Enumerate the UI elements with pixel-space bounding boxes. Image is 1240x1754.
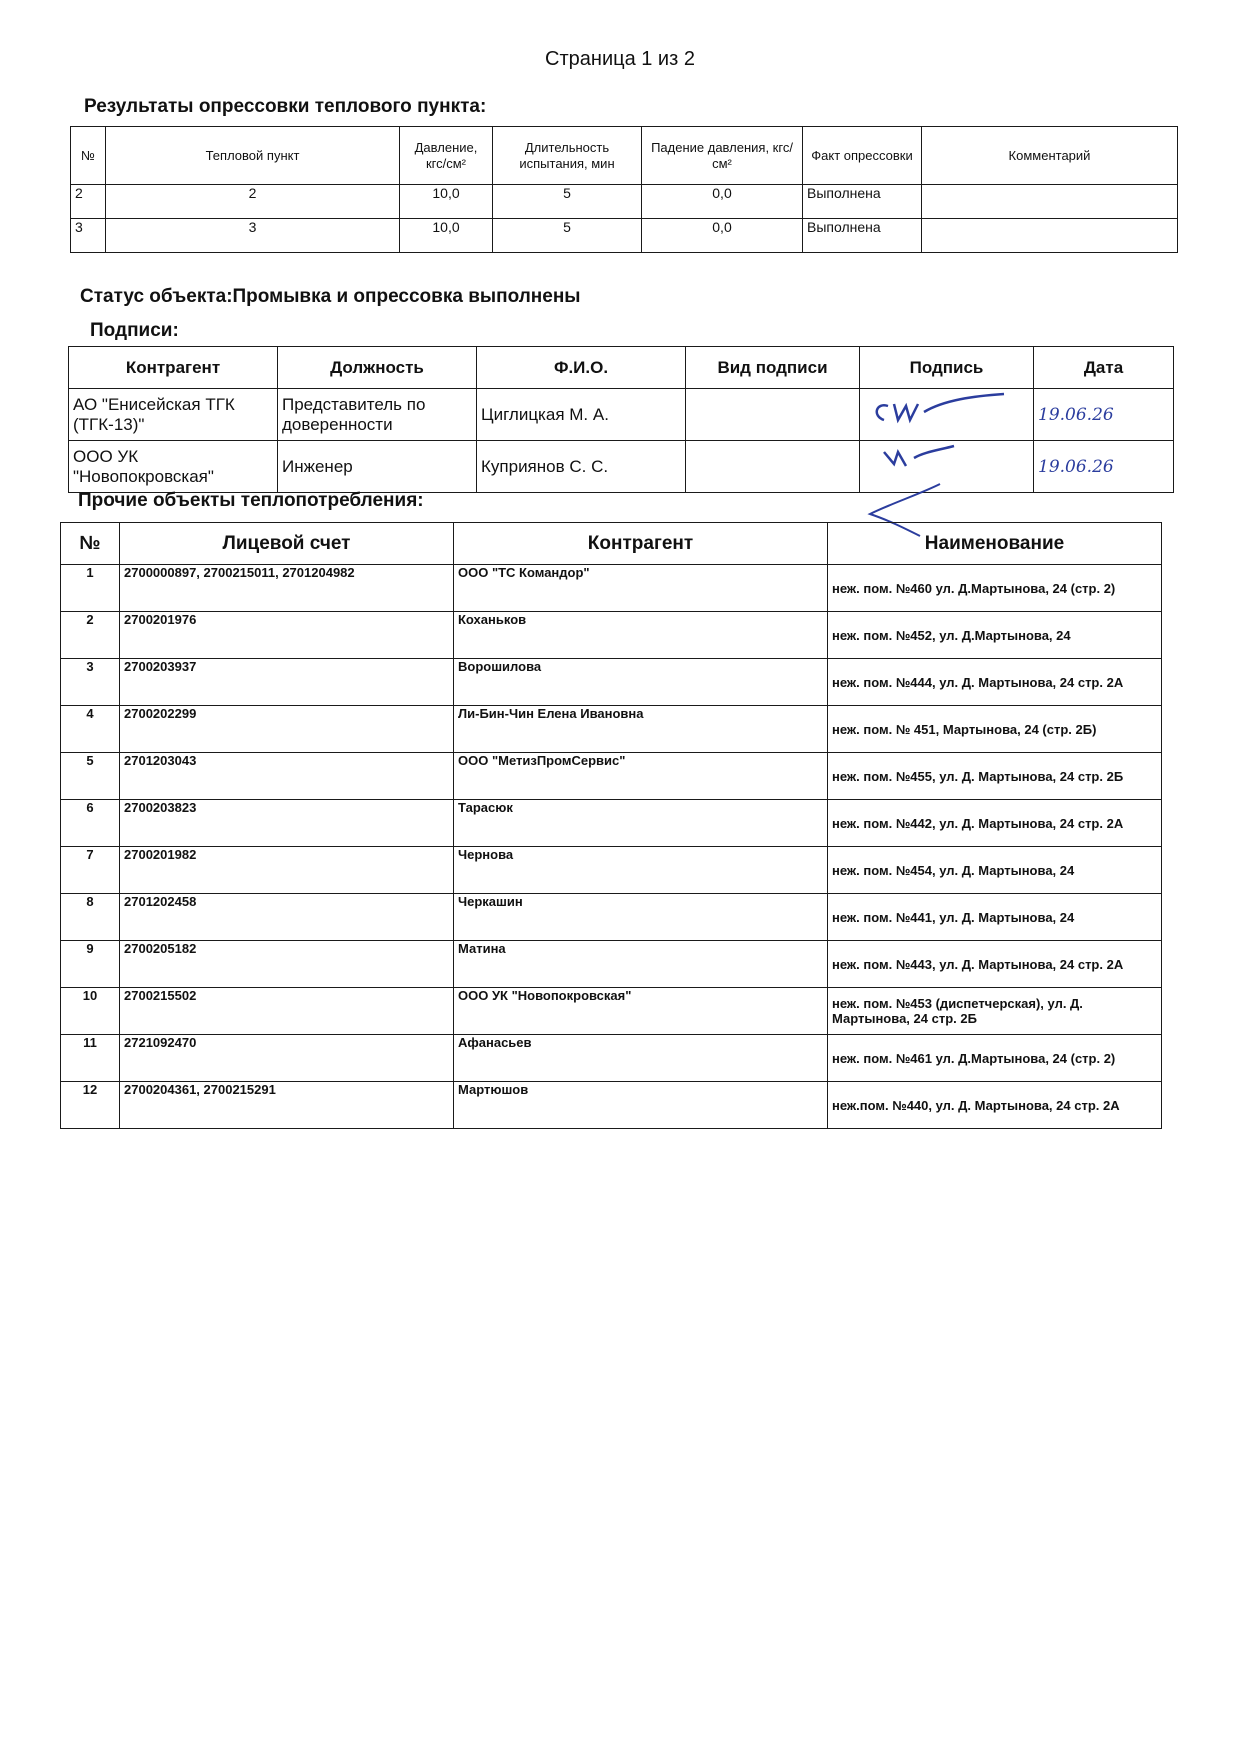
cell: 1	[61, 565, 120, 612]
cell: Коханьков	[454, 612, 828, 659]
cell: Афанасьев	[454, 1035, 828, 1082]
cell: 0,0	[642, 219, 803, 253]
cell: 2700201976	[120, 612, 454, 659]
cell: 4	[61, 706, 120, 753]
table-row	[61, 1082, 1162, 1129]
cell: неж. пом. №444, ул. Д. Мартынова, 24 стр. 2А	[828, 659, 1162, 706]
cell: неж. пом. №460 ул. Д.Мартынова, 24 (стр. 2)	[828, 565, 1162, 612]
page-number: Страница 1 из 2	[545, 48, 695, 70]
cell: АО "Енисейская ТГК (ТГК-13)"	[69, 389, 278, 441]
cell: 2	[61, 612, 120, 659]
col-header: Ф.И.О.	[477, 347, 686, 389]
cell: Ворошилова	[454, 659, 828, 706]
cell: 9	[61, 941, 120, 988]
cell: 2700202299	[120, 706, 454, 753]
cell: неж. пом. №461 ул. Д.Мартынова, 24 (стр. 2)	[828, 1035, 1162, 1082]
consumers-title: Прочие объекты теплопотребления:	[78, 490, 424, 511]
cell: 3	[106, 219, 400, 253]
date-handwritten: 19.06.26	[1034, 441, 1174, 493]
col-header: Наименование	[828, 523, 1162, 565]
col-header: Дата	[1034, 347, 1174, 389]
handwritten-signature	[864, 390, 1014, 434]
cell: 5	[493, 219, 642, 253]
table-row	[69, 441, 1174, 493]
table-header-row	[71, 127, 1178, 185]
table-row	[61, 612, 1162, 659]
col-header: Должность	[278, 347, 477, 389]
pressure-section-title: Результаты опрессовки теплового пункта:	[84, 96, 487, 117]
pressure-results-table	[70, 126, 1178, 253]
cell: 8	[61, 894, 120, 941]
table-row	[61, 753, 1162, 800]
col-header: №	[71, 127, 106, 185]
table-row	[69, 389, 1174, 441]
cell: ООО УК "Новопокровская"	[454, 988, 828, 1035]
signatures-title: Подписи:	[90, 320, 179, 341]
cell	[686, 389, 860, 441]
cell: Куприянов С. С.	[477, 441, 686, 493]
col-header: Давление, кгс/см²	[400, 127, 493, 185]
cell: 3	[71, 219, 106, 253]
col-header: Подпись	[860, 347, 1034, 389]
cell: 2700203937	[120, 659, 454, 706]
table-row	[61, 1035, 1162, 1082]
cell: Ли-Бин-Чин Елена Ивановна	[454, 706, 828, 753]
table-header-row	[69, 347, 1174, 389]
cell: неж. пом. №452, ул. Д.Мартынова, 24	[828, 612, 1162, 659]
table-row	[61, 894, 1162, 941]
cell	[922, 185, 1178, 219]
col-header: Вид подписи	[686, 347, 860, 389]
cell: Черкашин	[454, 894, 828, 941]
cell: 5	[61, 753, 120, 800]
cell: 7	[61, 847, 120, 894]
cell: 2700204361, 2700215291	[120, 1082, 454, 1129]
col-header: Комментарий	[922, 127, 1178, 185]
cell	[922, 219, 1178, 253]
cell: неж. пом. №441, ул. Д. Мартынова, 24	[828, 894, 1162, 941]
cell: 5	[493, 185, 642, 219]
cell: Инженер	[278, 441, 477, 493]
table-row	[61, 988, 1162, 1035]
cell: Мартюшов	[454, 1082, 828, 1129]
cell: 0,0	[642, 185, 803, 219]
cell: 2700215502	[120, 988, 454, 1035]
cell: 10	[61, 988, 120, 1035]
cell: Чернова	[454, 847, 828, 894]
table-row	[61, 941, 1162, 988]
table-row	[71, 185, 1178, 219]
table-row	[61, 706, 1162, 753]
cell: 6	[61, 800, 120, 847]
consumers-table	[60, 522, 1162, 1129]
table-row	[61, 659, 1162, 706]
col-header: Падение давления, кгс/см²	[642, 127, 803, 185]
object-status: Статус объекта:Промывка и опрессовка выполнены	[80, 286, 581, 307]
cell: неж. пом. №442, ул. Д. Мартынова, 24 стр. 2А	[828, 800, 1162, 847]
cell: 2701202458	[120, 894, 454, 941]
cell: 2	[71, 185, 106, 219]
col-header: Лицевой счет	[120, 523, 454, 565]
cell: Выполнена	[803, 185, 922, 219]
signatures-table	[68, 346, 1174, 493]
cell: 2701203043	[120, 753, 454, 800]
cell: ООО УК "Новопокровская"	[69, 441, 278, 493]
cell: 2700000897, 2700215011, 2701204982	[120, 565, 454, 612]
cell: Циглицкая М. А.	[477, 389, 686, 441]
cell: 12	[61, 1082, 120, 1129]
col-header: Длительность испытания, мин	[493, 127, 642, 185]
cell: 2721092470	[120, 1035, 454, 1082]
col-header: Контрагент	[69, 347, 278, 389]
table-row	[61, 565, 1162, 612]
cell: 3	[61, 659, 120, 706]
cell: неж. пом. №443, ул. Д. Мартынова, 24 стр. 2А	[828, 941, 1162, 988]
cell: неж. пом. №455, ул. Д. Мартынова, 24 стр. 2Б	[828, 753, 1162, 800]
cell: Выполнена	[803, 219, 922, 253]
col-header: Контрагент	[454, 523, 828, 565]
cell: Тарасюк	[454, 800, 828, 847]
col-header: Факт опрессовки	[803, 127, 922, 185]
table-row	[61, 800, 1162, 847]
cell: неж. пом. №453 (диспетчерская), ул. Д. Мартынова, 24 стр. 2Б	[828, 988, 1162, 1035]
cell: 2700205182	[120, 941, 454, 988]
cell: Матина	[454, 941, 828, 988]
cell: ООО "МетизПромСервис"	[454, 753, 828, 800]
cell: 10,0	[400, 185, 493, 219]
table-header-row	[61, 523, 1162, 565]
table-row	[71, 219, 1178, 253]
cell: ООО "ТС Командор"	[454, 565, 828, 612]
table-row	[61, 847, 1162, 894]
col-header: Тепловой пункт	[106, 127, 400, 185]
cell: 11	[61, 1035, 120, 1082]
col-header: №	[61, 523, 120, 565]
cell: 2	[106, 185, 400, 219]
cell: 2700203823	[120, 800, 454, 847]
cell: неж.пом. №440, ул. Д. Мартынова, 24 стр. 2А	[828, 1082, 1162, 1129]
date-handwritten: 19.06.26	[1034, 389, 1174, 441]
cell: 2700201982	[120, 847, 454, 894]
signature-cell	[860, 389, 1034, 441]
cell	[686, 441, 860, 493]
cell: неж. пом. № 451, Мартынова, 24 (стр. 2Б)	[828, 706, 1162, 753]
cell: неж. пом. №454, ул. Д. Мартынова, 24	[828, 847, 1162, 894]
cell: Представитель по доверенности	[278, 389, 477, 441]
cell: 10,0	[400, 219, 493, 253]
